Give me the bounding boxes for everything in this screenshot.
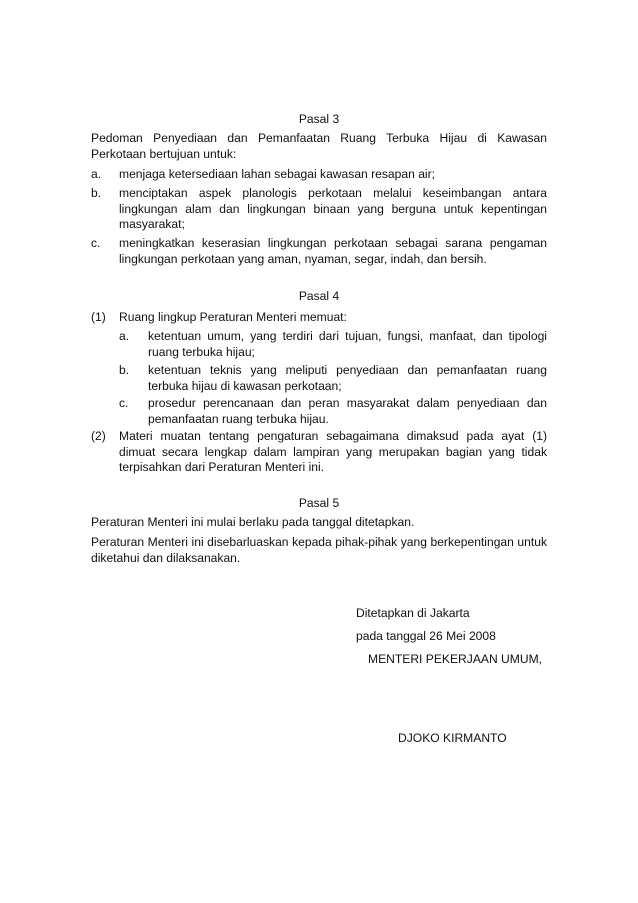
signature-position: MENTERI PEKERJAAN UMUM, xyxy=(368,652,543,666)
pasal-3-intro: Pedoman Penyediaan dan Pemanfaatan Ruang Terbuka Hijau di Kawasan Perkotaan bertujuan untuk: xyxy=(91,131,547,161)
signature-place: Ditetapkan di Jakarta xyxy=(356,606,470,620)
ayat-text: Materi muatan tentang pengaturan sebagaimana dimaksud pada ayat (1) dimuat secara lengkap dalam lampiran yang merupakan bagian yang tidak terpisahkan dari Peraturan Menteri ini. xyxy=(119,429,547,475)
pasal-5-heading: Pasal 5 xyxy=(298,496,340,510)
item-label: a. xyxy=(91,167,102,181)
item-text: menciptakan aspek planologis perkotaan melalui keseimbangan antara lingkungan alam dan lingkungan binaan yang berguna untuk kepentingan masyarakat; xyxy=(119,186,547,232)
subitem-text: prosedur perencanaan dan peran masyarakat dalam penyediaan dan pemanfaatan ruang terbuka hijau. xyxy=(148,396,547,426)
pasal-5-paragraph-1: Peraturan Menteri ini mulai berlaku pada tanggal ditetapkan. xyxy=(91,515,415,529)
pasal-4-heading: Pasal 4 xyxy=(298,289,340,303)
subitem-label: a. xyxy=(119,329,130,343)
signature-name: DJOKO KIRMANTO xyxy=(398,731,507,745)
item-text: meningkatkan keserasian lingkungan perkotaan sebagai sarana pengaman lingkungan perkotaan yang aman, nyaman, segar, indah, dan bersih. xyxy=(119,236,547,266)
pasal-3-heading: Pasal 3 xyxy=(298,112,340,126)
subitem-text: ketentuan umum, yang terdiri dari tujuan, fungsi, manfaat, dan tipologi ruang terbuka hijau; xyxy=(148,329,547,359)
ayat-label: (1) xyxy=(91,310,106,324)
subitem-text: ketentuan teknis yang meliputi penyediaan dan pemanfaatan ruang terbuka hijau di kawasan perkotaan; xyxy=(148,363,547,393)
item-label: b. xyxy=(91,186,102,200)
pasal-5-paragraph-2: Peraturan Menteri ini disebarluaskan kepada pihak-pihak yang berkepentingan untuk diketahui dan dilaksanakan. xyxy=(91,535,547,565)
item-text: menjaga ketersediaan lahan sebagai kawasan resapan air; xyxy=(119,167,435,181)
subitem-label: b. xyxy=(119,363,130,377)
item-label: c. xyxy=(91,236,101,250)
subitem-label: c. xyxy=(119,396,129,410)
ayat-label: (2) xyxy=(91,429,106,443)
ayat-text: Ruang lingkup Peraturan Menteri memuat: xyxy=(119,310,347,324)
signature-date: pada tanggal 26 Mei 2008 xyxy=(356,629,496,643)
